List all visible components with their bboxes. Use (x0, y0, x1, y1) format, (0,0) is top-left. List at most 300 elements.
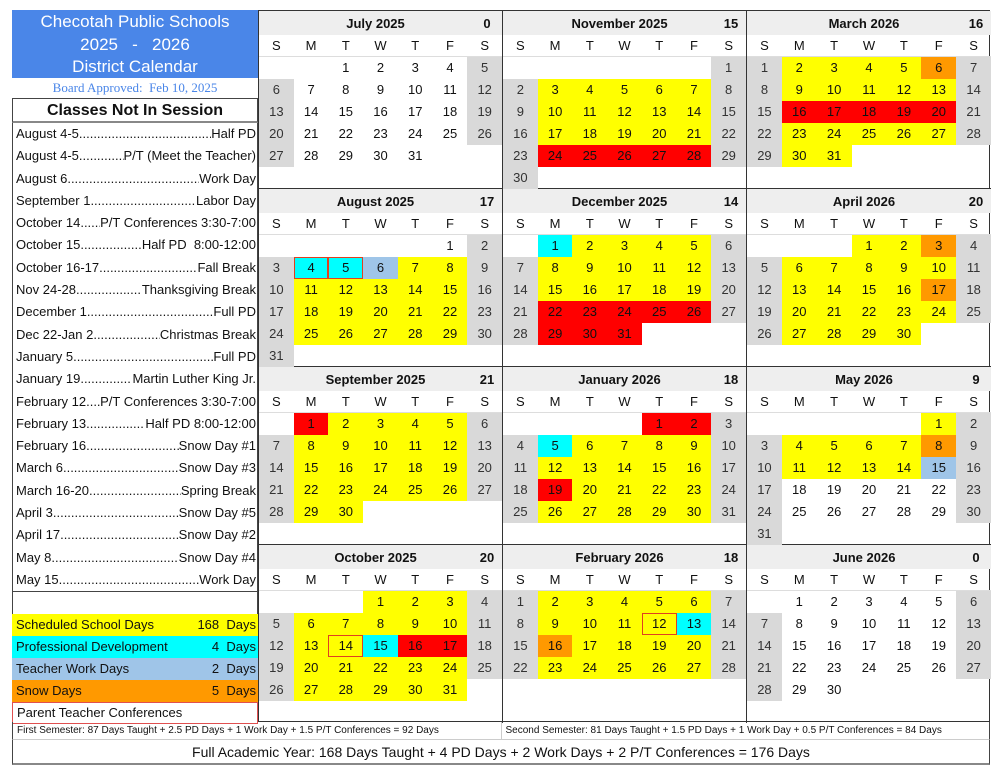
day-22-school: 22 (363, 657, 398, 679)
day-25-off: 25 (642, 301, 677, 323)
day-26: 26 (826, 504, 842, 519)
day-14-weekend: 14 (503, 279, 538, 301)
day-cell (852, 701, 887, 723)
month-name: June 2026 (832, 549, 896, 565)
day-27-school: 27 (921, 123, 956, 145)
week-row (747, 301, 991, 323)
day-2-weekend: 2 (956, 413, 991, 435)
day-9-weekend: 9 (467, 257, 502, 279)
item-description: Thanksgiving Break (141, 282, 256, 298)
day-31-weekend: 31 (711, 501, 746, 523)
day-14-weekend: 14 (259, 457, 294, 479)
day-19-school: 19 (607, 123, 642, 145)
day-18-off: 18 (852, 101, 887, 123)
weekday-label: T (655, 572, 664, 587)
day-cell (711, 167, 746, 189)
day-cell (921, 679, 956, 701)
day-5-pd: 5 (328, 257, 363, 279)
day-29-school: 29 (363, 679, 398, 701)
day-cell (886, 145, 921, 167)
day-25: 25 (792, 504, 807, 519)
day-3-school: 3 (538, 79, 573, 101)
day-7-weekend: 7 (711, 591, 746, 613)
day-5-school: 5 (886, 57, 921, 79)
day-29-off: 29 (538, 323, 573, 345)
day-cell (259, 413, 294, 435)
item-date: April 17 (16, 527, 61, 543)
item-date: March 6 (16, 460, 63, 476)
weekday-label: S (760, 394, 769, 409)
week-row (747, 635, 991, 657)
weekday-label: S (480, 38, 489, 53)
day-cell (852, 413, 887, 435)
week-row (747, 523, 991, 545)
day-cell (294, 167, 329, 189)
day-cell (328, 523, 363, 545)
day-cell (503, 679, 538, 701)
week-row (503, 57, 746, 79)
week-row (503, 657, 746, 679)
day-19-weekend: 19 (467, 101, 502, 123)
day-cell (467, 501, 502, 523)
legend-item (12, 658, 258, 680)
day-4-weekend: 4 (503, 435, 538, 457)
day-21-weekend: 21 (503, 301, 538, 323)
day-7-weekend: 7 (956, 57, 991, 79)
day-27-school: 27 (363, 323, 398, 345)
item-description: Half PD (211, 126, 256, 141)
month-name: July 2025 (346, 15, 405, 31)
month-header (259, 545, 502, 569)
weekday-label: S (516, 216, 525, 231)
day-8-weekend: 8 (503, 613, 538, 635)
day-cell (921, 345, 956, 367)
day-12-school: 12 (433, 435, 468, 457)
dot-leader (79, 145, 124, 167)
day-cell (328, 591, 363, 613)
legend-label: Scheduled School Days (16, 617, 155, 633)
day-2-weekend: 2 (467, 235, 502, 257)
day-20-off: 20 (921, 101, 956, 123)
day-cell (328, 167, 363, 189)
week-row (503, 523, 746, 545)
weekday-label: W (618, 394, 631, 409)
day-cell (711, 345, 746, 367)
day-27-weekend: 27 (467, 479, 502, 501)
day-cell (467, 345, 502, 367)
day-17: 17 (861, 638, 877, 653)
day-29-weekend: 29 (711, 145, 746, 167)
week-row (259, 457, 502, 479)
list-item (13, 301, 257, 323)
day-14: 14 (303, 104, 319, 119)
day-22-weekend: 22 (747, 123, 782, 145)
day-cell (711, 523, 746, 545)
list-item (13, 480, 257, 502)
day-cell (956, 145, 991, 167)
list-item (13, 212, 257, 234)
week-row (259, 123, 502, 145)
legend-value: 2 Days (211, 661, 256, 677)
weekday-label: T (341, 216, 350, 231)
day-19: 19 (826, 482, 842, 497)
day-19-school: 19 (328, 301, 363, 323)
day-10-school: 10 (538, 101, 573, 123)
weekday-label: S (272, 572, 281, 587)
weekday-label: T (411, 394, 420, 409)
day-6-school: 6 (294, 613, 329, 635)
day-22: 22 (792, 660, 807, 675)
month-header (747, 367, 991, 391)
weekday-label: W (618, 216, 631, 231)
day-18-school: 18 (642, 279, 677, 301)
weekday-label: F (934, 394, 943, 409)
day-16-school: 16 (328, 457, 363, 479)
day-10-school: 10 (607, 257, 642, 279)
item-date: October 14 (16, 215, 81, 231)
weekday-label: M (549, 394, 561, 409)
day-4-school: 4 (782, 435, 817, 457)
week-row (259, 413, 502, 435)
day-3-weekend: 3 (747, 435, 782, 457)
day-cell (956, 167, 991, 189)
month-header (503, 11, 746, 35)
dot-leader (86, 413, 145, 435)
day-27-school: 27 (294, 679, 329, 701)
weekday-header (503, 35, 746, 57)
day-27: 27 (861, 504, 877, 519)
day-25-school: 25 (398, 479, 433, 501)
day-8-school: 8 (538, 257, 573, 279)
day-24-weekend: 24 (711, 479, 746, 501)
item-description: Work Day (199, 571, 256, 587)
dot-leader (80, 234, 141, 256)
day-cell (956, 523, 991, 545)
day-cell (572, 413, 607, 435)
day-24-school: 24 (572, 657, 607, 679)
month-day-count: 14 (723, 193, 739, 209)
item-description: Spring Break (180, 482, 256, 498)
day-13-school: 13 (782, 279, 817, 301)
day-5-school: 5 (642, 591, 677, 613)
weekday-label: T (655, 216, 664, 231)
dot-leader (80, 368, 132, 390)
not-in-session-list (12, 123, 258, 592)
day-cell (817, 413, 852, 435)
day-23-weekend: 23 (467, 301, 502, 323)
day-13-pd: 13 (677, 613, 712, 635)
day-4-school: 4 (572, 79, 607, 101)
day-7: 7 (307, 82, 315, 97)
day-18: 18 (442, 104, 458, 119)
month-name: August 2025 (336, 193, 415, 209)
day-24-school: 24 (363, 479, 398, 501)
day-13-weekend: 13 (259, 101, 294, 123)
week-row (503, 679, 746, 701)
day-26-weekend: 26 (467, 123, 502, 145)
weekday-label: S (480, 216, 489, 231)
day-12-weekend: 12 (747, 279, 782, 301)
day-18-school: 18 (398, 457, 433, 479)
weekday-label: F (445, 216, 454, 231)
day-cell (433, 501, 468, 523)
day-cell (607, 413, 642, 435)
day-cell (782, 345, 817, 367)
item-date: Nov 24-28 (16, 282, 76, 298)
day-cell (852, 345, 887, 367)
day-15-school: 15 (538, 279, 573, 301)
day-cell (607, 679, 642, 701)
day-19-weekend: 19 (747, 301, 782, 323)
week-row (503, 145, 746, 167)
day-cell (363, 345, 398, 367)
day-16-snow: 16 (538, 635, 573, 657)
day-1-weekend: 1 (747, 57, 782, 79)
day-20: 20 (861, 482, 877, 497)
day-22: 22 (931, 482, 946, 497)
day-20-school: 20 (363, 301, 398, 323)
day-1-off: 1 (294, 413, 329, 435)
day-17-weekend: 17 (259, 301, 294, 323)
day-6-weekend: 6 (259, 79, 294, 101)
day-26-school: 26 (642, 657, 677, 679)
day-25-school: 25 (607, 657, 642, 679)
day-20-school: 20 (294, 657, 329, 679)
day-29-school: 29 (852, 323, 887, 345)
legend-item (12, 680, 258, 702)
item-date: April 3 (16, 505, 53, 521)
day-27-weekend: 27 (956, 657, 991, 679)
day-7-school: 7 (607, 435, 642, 457)
week-row (747, 57, 991, 79)
day-2-school: 2 (886, 235, 921, 257)
week-row (259, 523, 502, 545)
day-cell (294, 57, 329, 79)
school-year: 2025 - 2026 (80, 34, 190, 54)
day-11-school: 11 (294, 279, 329, 301)
day-29: 29 (338, 148, 354, 163)
day-10: 10 (408, 82, 423, 97)
day-25-off: 25 (572, 145, 607, 167)
item-description: Martin Luther King Jr. (132, 371, 256, 387)
week-row (747, 613, 991, 635)
legend-label: Professional Development (16, 639, 168, 655)
weekday-label: F (445, 394, 454, 409)
day-11-weekend: 11 (503, 457, 538, 479)
full-year-summary: Full Academic Year: 168 Days Taught + 4 PD Days + 2 Work Days + 2 P/T Conferences = 176 Days (12, 740, 990, 765)
week-row (259, 613, 502, 635)
day-14-weekend: 14 (747, 635, 782, 657)
day-21-weekend: 21 (747, 657, 782, 679)
week-row (747, 657, 991, 679)
day-11-weekend: 11 (467, 613, 502, 635)
week-row (503, 457, 746, 479)
week-row (259, 145, 502, 167)
day-17: 17 (408, 104, 423, 119)
day-24-school: 24 (433, 657, 468, 679)
day-30-weekend: 30 (503, 167, 538, 189)
day-cell (259, 523, 294, 545)
day-1-school: 1 (363, 591, 398, 613)
day-29-school: 29 (433, 323, 468, 345)
day-31-weekend: 31 (747, 523, 782, 545)
day-16-off: 16 (782, 101, 817, 123)
day-3-school: 3 (817, 57, 852, 79)
day-21-school: 21 (817, 301, 852, 323)
day-24-off: 24 (607, 301, 642, 323)
day-8-school: 8 (642, 435, 677, 457)
day-20-weekend: 20 (956, 635, 991, 657)
week-row (503, 701, 746, 723)
day-10-weekend: 10 (747, 457, 782, 479)
day-cell (642, 167, 677, 189)
day-11-school: 11 (852, 79, 887, 101)
item-date: August 6 (16, 170, 68, 186)
list-item (13, 435, 257, 457)
day-cell (607, 523, 642, 545)
day-23-school: 23 (328, 479, 363, 501)
month-july-2025 (259, 11, 503, 189)
weekday-label: S (724, 572, 733, 587)
week-row (503, 167, 746, 189)
week-row (259, 501, 502, 523)
day-11-school: 11 (607, 613, 642, 635)
day-cell (398, 167, 433, 189)
day-cell (398, 701, 433, 723)
day-cell (294, 523, 329, 545)
day-cell (538, 167, 573, 189)
day-9-weekend: 9 (956, 435, 991, 457)
day-cell (782, 523, 817, 545)
month-may-2026 (747, 367, 991, 545)
day-9-school: 9 (328, 435, 363, 457)
list-item (13, 190, 257, 212)
day-30-school: 30 (328, 501, 363, 523)
item-date: March 16-20 (16, 482, 89, 498)
day-22-school: 22 (294, 479, 329, 501)
day-26-weekend: 26 (747, 323, 782, 345)
day-30-weekend: 30 (467, 323, 502, 345)
day-15-school: 15 (852, 279, 887, 301)
weekday-header (747, 391, 991, 413)
week-row (747, 701, 991, 723)
day-24-school: 24 (817, 123, 852, 145)
legend-label: Snow Days (16, 683, 82, 699)
board-approved: Board Approved: Feb 10, 2025 (52, 80, 218, 95)
item-description: P/T Conferences 3:30-7:00 (100, 215, 256, 231)
dot-leader (59, 569, 200, 591)
item-description: Snow Day #1 (178, 438, 256, 454)
weekday-label: S (969, 38, 978, 53)
day-7-school: 7 (677, 79, 712, 101)
item-description: Full PD (213, 348, 256, 364)
day-cell (747, 591, 782, 613)
district-title (12, 10, 258, 78)
day-27-school: 27 (782, 323, 817, 345)
day-31: 31 (408, 148, 423, 163)
day-cell (398, 523, 433, 545)
day-14-school: 14 (328, 635, 363, 657)
week-row (503, 479, 746, 501)
weekday-label: T (899, 394, 908, 409)
day-2-school: 2 (328, 413, 363, 435)
dot-leader (86, 391, 100, 413)
day-cell (747, 167, 782, 189)
day-7-school: 7 (398, 257, 433, 279)
day-14-school: 14 (398, 279, 433, 301)
day-cell (538, 57, 573, 79)
list-item (13, 324, 257, 346)
day-23: 23 (826, 660, 842, 675)
weekday-label: S (969, 394, 978, 409)
day-13-school: 13 (921, 79, 956, 101)
day-cell (886, 345, 921, 367)
day-28-weekend: 28 (956, 123, 991, 145)
day-2-school: 2 (538, 591, 573, 613)
day-22-weekend: 22 (711, 123, 746, 145)
day-12-school: 12 (642, 613, 677, 635)
week-row (503, 413, 746, 435)
day-12-school: 12 (677, 257, 712, 279)
day-11-weekend: 11 (956, 257, 991, 279)
legend-item (12, 614, 258, 636)
weekday-label: T (655, 394, 664, 409)
day-17-school: 17 (538, 123, 573, 145)
day-10-school: 10 (363, 435, 398, 457)
weekday-label: S (760, 38, 769, 53)
day-cell (817, 167, 852, 189)
day-27-weekend: 27 (259, 145, 294, 167)
day-cell (886, 679, 921, 701)
month-day-count: 0 (483, 15, 491, 31)
day-13-school: 13 (642, 101, 677, 123)
day-30-weekend: 30 (956, 501, 991, 523)
dot-leader (90, 190, 196, 212)
day-10-weekend: 10 (259, 279, 294, 301)
day-cell (363, 501, 398, 523)
day-cell (572, 167, 607, 189)
day-3-school: 3 (607, 235, 642, 257)
day-cell (538, 345, 573, 367)
weekday-label: F (934, 572, 943, 587)
day-21-school: 21 (677, 123, 712, 145)
week-row (747, 413, 991, 435)
weekday-label: T (830, 38, 839, 53)
day-cell (747, 701, 782, 723)
day-21-weekend: 21 (259, 479, 294, 501)
weekday-label: T (830, 216, 839, 231)
day-18-school: 18 (607, 635, 642, 657)
day-5-weekend: 5 (259, 613, 294, 635)
day-30-school: 30 (677, 501, 712, 523)
weekday-label: S (272, 38, 281, 53)
day-18: 18 (792, 482, 807, 497)
day-cell (782, 235, 817, 257)
day-1-school: 1 (921, 413, 956, 435)
weekday-header (747, 213, 991, 235)
day-cell (886, 523, 921, 545)
item-description: P/T (Meet the Teacher) (123, 148, 256, 164)
day-cell (572, 57, 607, 79)
weekday-label: S (724, 216, 733, 231)
month-day-count: 9 (972, 371, 980, 387)
day-27-school: 27 (677, 657, 712, 679)
day-15-weekend: 15 (711, 101, 746, 123)
weekday-header (747, 569, 991, 591)
day-cell (503, 235, 538, 257)
weekday-label: T (899, 572, 908, 587)
day-cell (921, 323, 956, 345)
